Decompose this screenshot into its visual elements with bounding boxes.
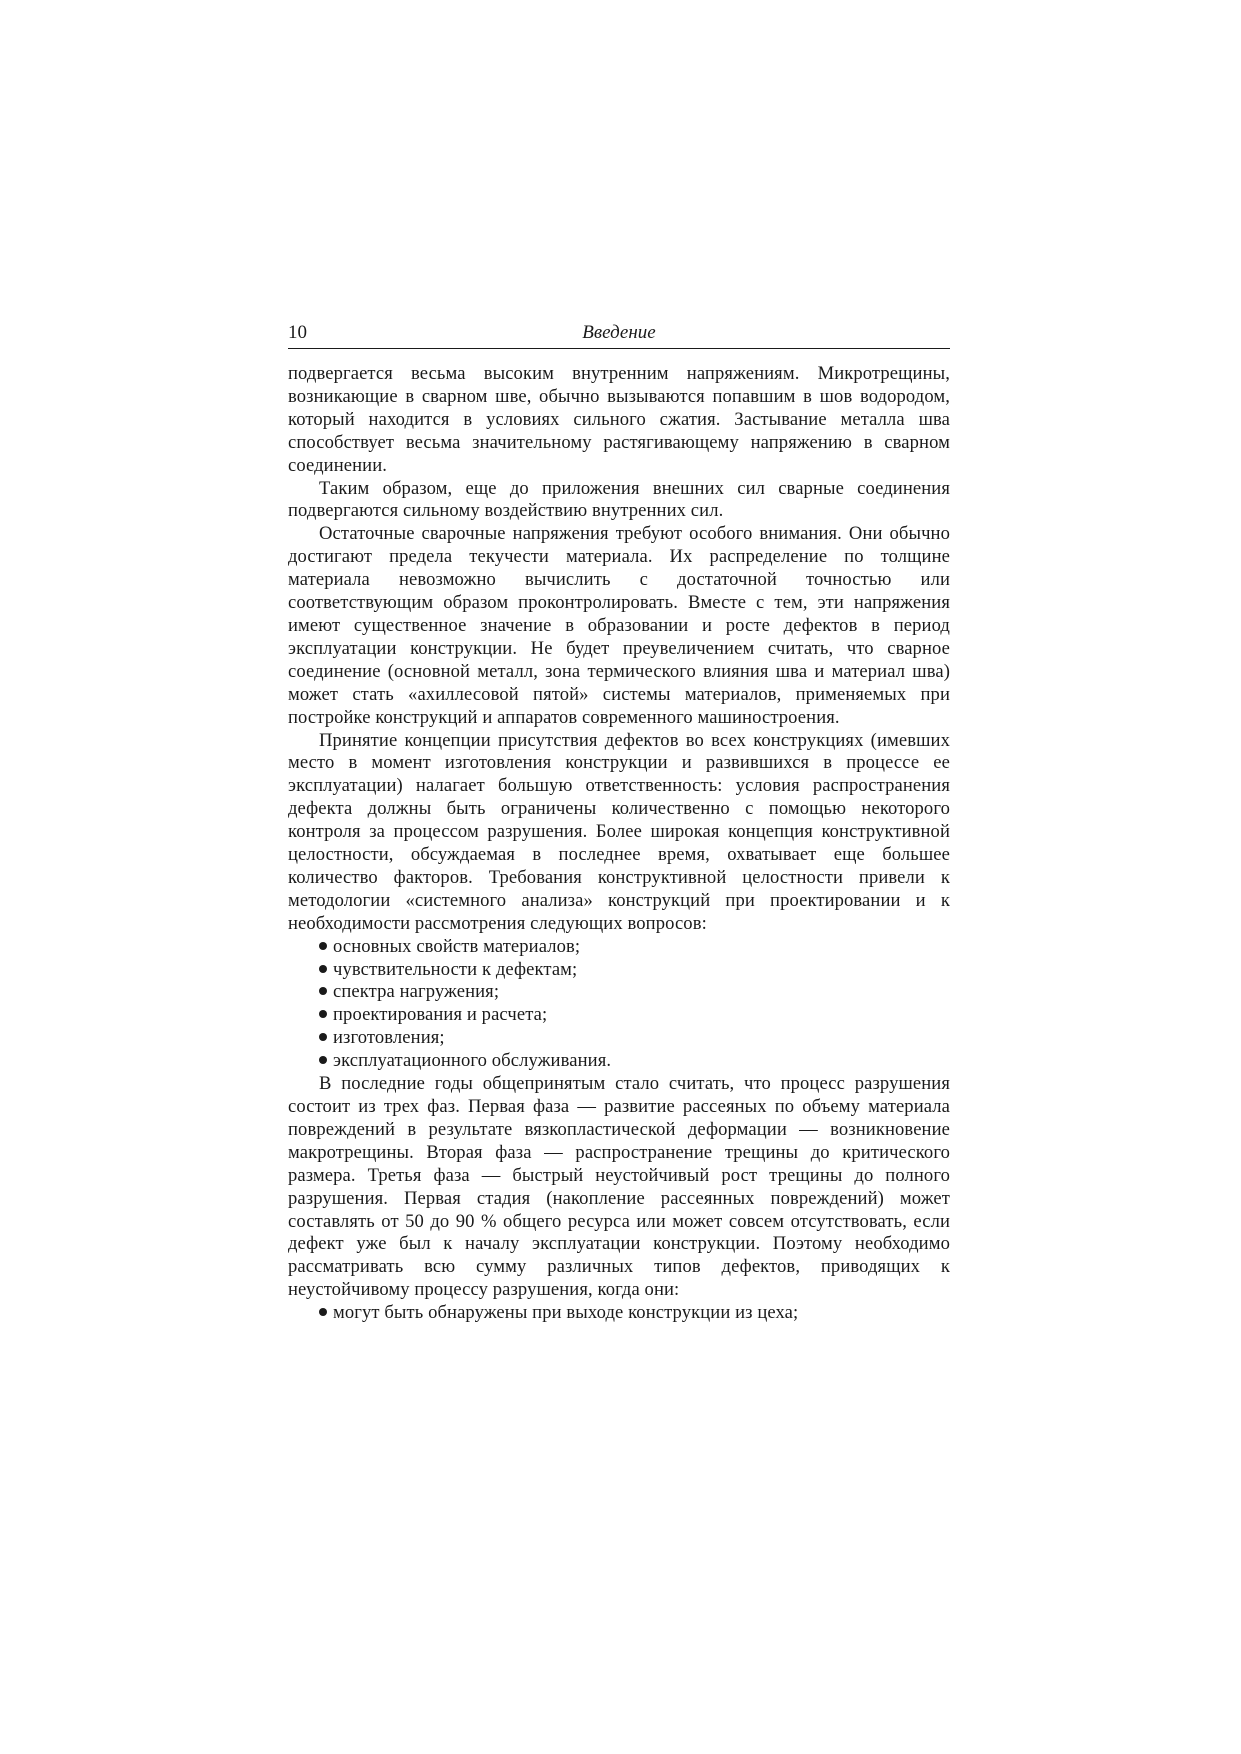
paragraph: В последние годы общепринятым стало считать, что процесс разрушения состоит из трех фаз. Первая фаза — развитие рассеяных по объему материала повреждений в результате вязкопластической деформации — возникновение макротрещины. Вторая фаза — распространение трещины до критического размера. Третья фаза — быстрый неустойчивый рост трещины до полного разрушения. Первая стадия (накопление рассеянных повреждений) может составлять от 50 до 90 % общего ресурса или может совсем отсутствовать, если дефект уже был к началу эксплуатации конструкции. Поэтому необходимо рассматривать всю сумму различных типов дефектов, приводящих к неустойчивому процессу разрушения, когда они: [288,1073,950,1301]
section-title: Введение [582,322,656,343]
running-header [288,320,950,349]
bullet-icon [319,987,327,995]
list-item-text: изготовления; [333,1027,445,1049]
bullet-icon [319,1308,327,1316]
list-item-text: основных свойств материалов; [333,935,581,957]
bullet-list-questions [288,936,950,1073]
bullet-icon [319,1056,327,1064]
bullet-icon [319,942,327,950]
list-item [319,1004,950,1027]
list-item [319,959,950,982]
list-item [319,1302,950,1325]
bullet-icon [319,1010,327,1018]
paragraph: Остаточные сварочные напряжения требуют особого внимания. Они обычно достигают предела текучести материала. Их распределение по толщине материала невозможно вычислить с достаточной точностью или соответствующим образом проконтролировать. Вместе с тем, эти напряжения имеют существенное значение в образовании и росте дефектов в период эксплуатации конструкции. Не будет преувеличением считать, что сварное соединение (основной металл, зона термического влияния шва и материал шва) может стать «ахиллесовой пятой» системы материалов, применяемых при постройке конструкций и аппаратов современного машиностроения. [288,523,950,728]
list-item [319,936,950,959]
paragraph: Принятие концепции присутствия дефектов во всех конструкциях (имевших место в момент изготовления конструкции и развившихся в процессе ее эксплуатации) налагает большую ответственность: условия распространения дефекта должны быть ограничены количественно с помощью некоторого контроля за процессом разрушения. Более широкая концепция конструктивной целостности, обсуждаемая в последнее время, охватывает еще большее количество факторов. Требования конструктивной целостности привели к методологии «системного анализа» конструкций при проектировании и к необходимости рассмотрения следующих вопросов: [288,729,950,934]
list-item-text: могут быть обнаружены при выходе конструкции из цеха; [333,1302,799,1324]
list-item [319,1050,950,1073]
body-text [288,363,950,1325]
list-item [319,1027,950,1050]
page-number: 10 [288,322,307,343]
list-item-text: чувствительности к дефектам; [333,958,578,980]
list-item-text: спектра нагружения; [333,981,500,1003]
list-item-text: эксплуатационного обслуживания. [333,1050,612,1072]
list-item-text: проектирования и расчета; [333,1004,548,1026]
bullet-list-defects [288,1302,950,1325]
paragraph: Таким образом, еще до приложения внешних сил сварные соединения подвергаются сильному воздействию внутренних сил. [288,477,950,522]
paragraph: подвергается весьма высоким внутренним напряжениям. Микротрещины, возникающие в сварном шве, обычно вызываются попавшим в шов водородом, который находится в условиях сильного сжатия. Застывание металла шва способствует весьма значительному растягивающему напряжению в сварном соединении. [288,363,950,476]
book-page [288,320,950,1325]
bullet-icon [319,965,327,973]
bullet-icon [319,1033,327,1041]
list-item [319,981,950,1004]
